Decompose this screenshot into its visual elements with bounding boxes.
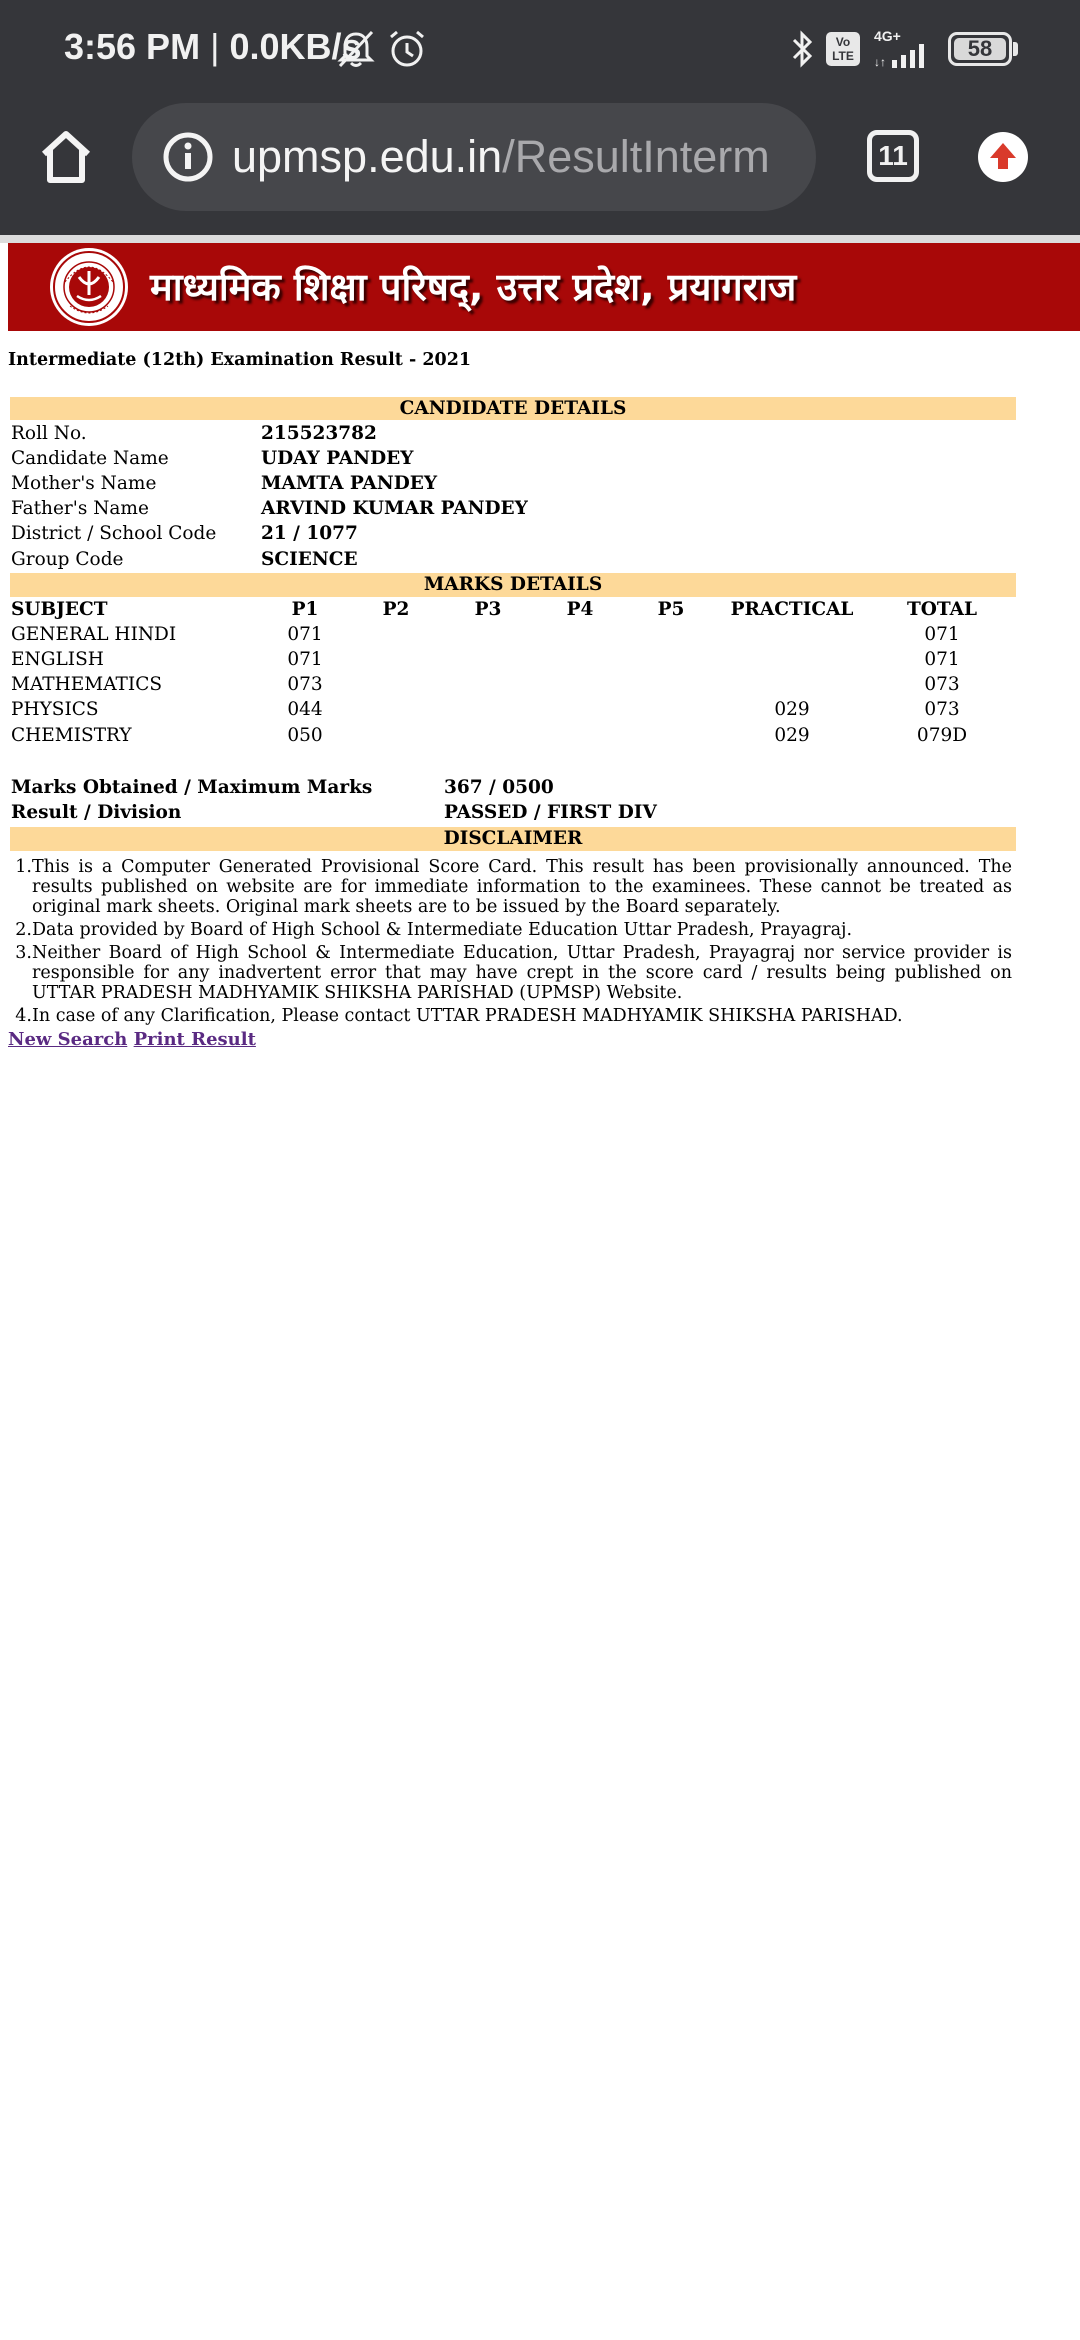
- father-name-label: Father's Name: [11, 498, 149, 519]
- candidate-details-heading: CANDIDATE DETAILS: [10, 397, 1016, 420]
- district-school-code-label: District / School Code: [11, 523, 217, 544]
- list-item-number: 1.: [15, 857, 32, 877]
- mother-name-value: MAMTA PANDEY: [261, 473, 438, 494]
- battery-cap: [1013, 42, 1018, 56]
- total-mark: 079D: [916, 725, 968, 746]
- father-name-value: ARVIND KUMAR PANDEY: [261, 498, 528, 519]
- header-p3: P3: [474, 599, 502, 620]
- url-text[interactable]: [232, 127, 802, 187]
- upmsp-seal-logo: [48, 246, 130, 328]
- subject-name: MATHEMATICS: [11, 674, 163, 695]
- clock-text: 3:56 PM: [64, 26, 201, 67]
- tab-switcher-icon[interactable]: [867, 130, 919, 182]
- header-p1: P1: [291, 599, 319, 620]
- result-division-label: Result / Division: [11, 802, 182, 823]
- battery-icon: [948, 32, 1012, 66]
- header-p4: P4: [566, 599, 594, 620]
- battery-level: 58: [967, 36, 993, 61]
- disclaimer-text: Neither Board of High School & Intermediate Education, Uttar Pradesh, Prayagraj nor service provider is responsible for any inadvertent error that may have crept in the score card / results being published on UTTAR PRADESH MADHYAMIK SHIKSHA PARISHAD (UPMSP) Website.: [32, 943, 1012, 1003]
- status-separator: |: [210, 26, 220, 67]
- result-division-value: PASSED / FIRST DIV: [444, 802, 657, 823]
- list-item: [10, 1006, 1012, 1026]
- candidate-name-value: UDAY PANDEY: [261, 448, 414, 469]
- mother-name-label: Mother's Name: [11, 473, 157, 494]
- district-school-code-value: 21 / 1077: [261, 523, 358, 544]
- disclaimer-text: In case of any Clarification, Please contact UTTAR PRADESH MADHYAMIK SHIKSHA PARISHAD.: [32, 1006, 903, 1026]
- practical-mark: 029: [774, 725, 810, 746]
- print-result-link[interactable]: Print Result: [133, 1029, 256, 1050]
- browser-chrome: [0, 0, 1080, 235]
- total-mark: 073: [924, 699, 960, 720]
- alarm-icon: [386, 28, 428, 70]
- marks-obtained-value: 367 / 0500: [444, 777, 554, 798]
- list-item: [10, 943, 1012, 1003]
- list-item: [10, 857, 1012, 917]
- volte-text: Vo LTE: [832, 35, 854, 63]
- chrome-divider: [0, 235, 1080, 243]
- total-mark: 071: [924, 649, 960, 670]
- banner-title: माध्यमिक शिक्षा परिषद्, उत्तर प्रदेश, प्रयागराज: [150, 265, 797, 309]
- signal-icon: [874, 28, 934, 68]
- header-practical: PRACTICAL: [730, 599, 854, 620]
- home-icon[interactable]: [36, 126, 96, 186]
- header-p2: P2: [382, 599, 410, 620]
- board-banner: [8, 243, 1080, 331]
- bluetooth-icon: [788, 28, 816, 70]
- subject-name: CHEMISTRY: [11, 725, 132, 746]
- subject-name: PHYSICS: [11, 699, 99, 720]
- total-mark: 071: [924, 624, 960, 645]
- header-subject: SUBJECT: [11, 599, 108, 620]
- list-item-number: 4.: [15, 1006, 32, 1026]
- header-total: TOTAL: [907, 599, 977, 620]
- info-icon[interactable]: [162, 131, 214, 183]
- p1-mark: 071: [287, 624, 323, 645]
- status-time: [64, 26, 362, 68]
- group-code-value: SCIENCE: [261, 549, 358, 570]
- candidate-name-label: Candidate Name: [11, 448, 169, 469]
- roll-no-label: Roll No.: [11, 423, 87, 444]
- url-path: /ResultInterm: [502, 131, 770, 182]
- mute-icon: [336, 28, 376, 70]
- marks-details-heading: MARKS DETAILS: [10, 573, 1016, 597]
- exam-title: Intermediate (12th) Examination Result - 2021: [8, 350, 472, 370]
- update-icon[interactable]: [978, 132, 1028, 182]
- svg-text:↓↑: ↓↑: [874, 55, 886, 68]
- marks-obtained-label: Marks Obtained / Maximum Marks: [11, 777, 373, 798]
- p1-mark: 050: [287, 725, 323, 746]
- group-code-label: Group Code: [11, 549, 124, 570]
- header-p5: P5: [657, 599, 685, 620]
- action-links: [8, 1029, 256, 1050]
- url-domain: upmsp.edu.in: [232, 131, 503, 182]
- network-speed: 0.0KB/s: [229, 26, 362, 67]
- practical-mark: 029: [774, 699, 810, 720]
- update-arrow-icon: [978, 132, 1028, 182]
- p1-mark: 073: [287, 674, 323, 695]
- status-bar: [0, 0, 1080, 100]
- roll-no-value: 215523782: [261, 423, 377, 444]
- tab-count: 11: [878, 140, 908, 171]
- volte-icon: [826, 32, 860, 66]
- network-type: 4G+: [874, 28, 901, 44]
- disclaimer-text: This is a Computer Generated Provisional Score Card. This result has been provisionally announced. The results published on website are for immediate information to the examinees. These cannot be treated as original mark sheets. Original mark sheets are to be issued by the Board separately.: [32, 857, 1012, 917]
- disclaimer-text: Data provided by Board of High School & Intermediate Education Uttar Pradesh, Prayagraj.: [32, 920, 853, 940]
- disclaimer-heading: DISCLAIMER: [10, 827, 1016, 851]
- p1-mark: 071: [287, 649, 323, 670]
- list-item: [10, 920, 1012, 940]
- subject-name: GENERAL HINDI: [11, 624, 177, 645]
- subject-name: ENGLISH: [11, 649, 104, 670]
- new-search-link[interactable]: New Search: [8, 1029, 128, 1050]
- p1-mark: 044: [287, 699, 323, 720]
- total-mark: 073: [924, 674, 960, 695]
- list-item-number: 2.: [15, 920, 32, 940]
- list-item-number: 3.: [15, 943, 32, 963]
- address-bar[interactable]: [132, 103, 816, 211]
